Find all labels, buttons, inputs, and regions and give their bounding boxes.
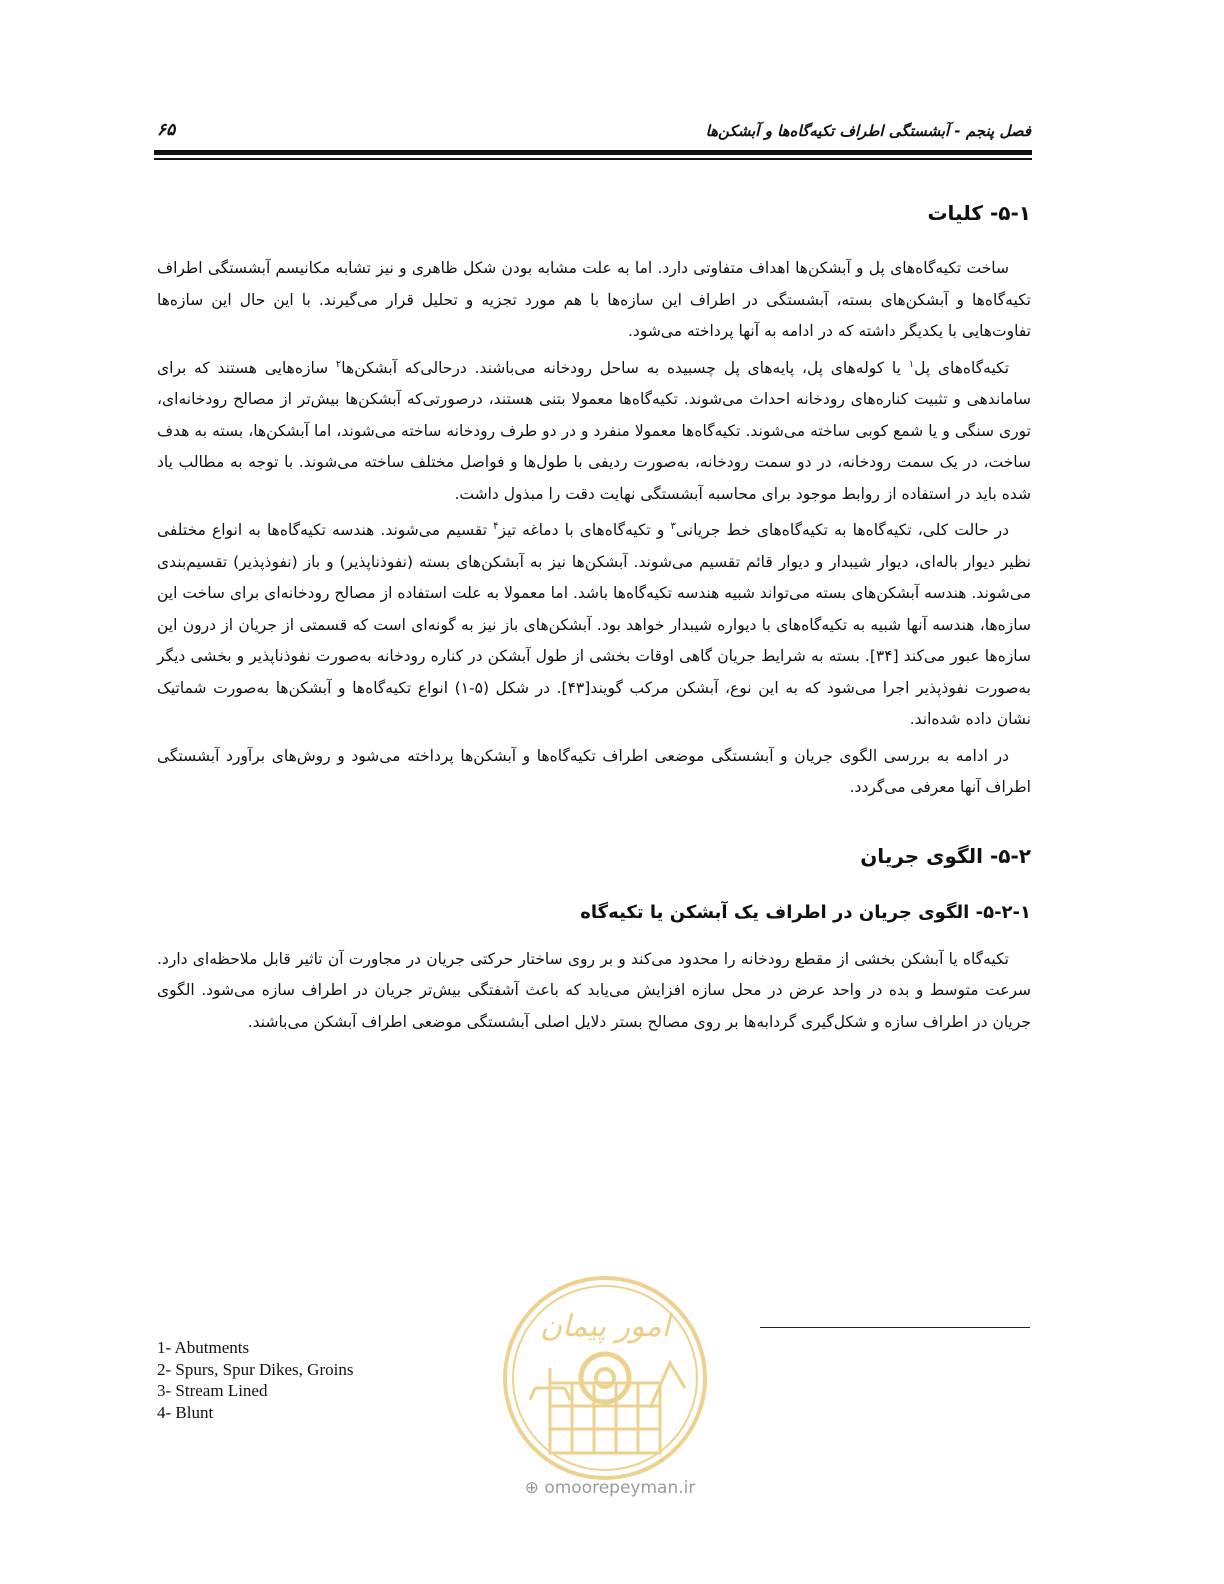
chapter-title: فصل پنجم - آبشستگی اطراف تکیه‌گاه‌ها و آبشکن‌ها <box>705 122 1031 140</box>
watermark-logo <box>480 1268 730 1508</box>
body-text <box>157 195 1031 1043</box>
paragraph-1: ساخت تکیه‌گاه‌های پل و آبشکن‌ها اهداف متفاوتی دارد. اما به علت مشابه بودن شکل ظاهری و نیز تشابه مکانیسم آبشستگی اطراف تکیه‌گاه‌ها و آبشکن‌های بسته، آبشستگی در اطراف این سازه‌ها با هم مورد تجزیه و تحلیل قرار می‌گیرند. با این حال این سازه‌ها تفاوت‌هایی با یکدیگر داشته که در ادامه به آنها پرداخته می‌شود. <box>157 259 1031 340</box>
footnote-ref-1: ۱ <box>908 358 915 370</box>
paragraph-5: تکیه‌گاه یا آبشکن بخشی از مقطع رودخانه را محدود می‌کند و بر روی ساختار حرکتی جریان در مجاورت آن تاثیر قابل ملاحظه‌ای دارد. سرعت متوسط و بده در واحد عرض در محل سازه افزایش می‌یابد که باعث آشفتگی بیش‌تر جریان در اطراف سازه می‌شود. الگوی جریان در اطراف سازه و شکل‌گیری گردابه‌ها بر روی مصالح بستر دلایل اصلی آبشستگی موضعی اطراف آبشکن می‌باشند. <box>157 949 1031 1031</box>
page-number: ۶۵ <box>157 120 176 140</box>
text-run: در حالت کلی، تکیه‌گاه‌ها به تکیه‌گاه‌های خط جریانی <box>675 521 1010 539</box>
footnotes <box>157 1337 477 1423</box>
footnote-ref-4: ۴ <box>493 520 499 532</box>
paragraph-4: در ادامه به بررسی الگوی جریان و آبشستگی موضعی اطراف تکیه‌گاه‌ها و آبشکن‌ها پرداخته می‌شود و روش‌های برآورد آبشستگی اطراف آنها معرفی می‌گردد. <box>157 746 1031 796</box>
section-heading-general: ۵-۱- کلیات <box>927 201 1031 225</box>
text-run: و تکیه‌گاه‌های با دماغه تیز <box>498 521 671 539</box>
footnote-ref-3: ۳ <box>670 520 676 532</box>
text-run: سازه‌هایی هستند که برای ساماندهی و تثبیت کناره‌های رودخانه احداث می‌شوند. تکیه‌گاه‌ها معمولا بتنی هستند، درصورتی‌که آبشکن‌ها بیش‌تر از مصالح رودخانه‌ای، توری سنگی و یا شمع کوبی ساخته می‌شوند. تکیه‌گاه‌ها معمولا منفرد و در دو طرف رودخانه ساخته می‌شوند، اما آبشکن‌ها، بسته به هدف ساخت، در یک سمت رودخانه، در دو سمت رودخانه، به‌صورت ردیفی با طول‌ها و فواصل مختلف ساخته می‌شوند. با توجه به مطالب یاد شده باید در استفاده از روابط موجود برای محاسبه آبشستگی نهایت دقت را مبذول داشت. <box>157 358 1031 503</box>
footnote-separator <box>760 1327 1030 1328</box>
watermark-url <box>490 1478 730 1498</box>
subsection-heading: ۵-۲-۱- الگوی جریان در اطراف یک آبشکن یا تکیه‌گاه <box>580 901 1031 923</box>
section-heading-flow-pattern: ۵-۲- الگوی جریان <box>860 843 1031 868</box>
text-run: تکیه‌گاه‌های پل <box>914 358 1010 377</box>
footnote-ref-2: ۲ <box>335 358 342 370</box>
header-rule-thin <box>154 158 1032 160</box>
text-run: تقسیم می‌شوند. هندسه تکیه‌گاه‌ها به انواع مختلفی نظیر دیوار باله‌ای، دیوار شیبدار و دیوار قائم تقسیم می‌شوند. آبشکن‌ها نیز به آبشکن‌های بسته (نفوذناپذیر) و باز (نفوذپذیر) تقسیم‌بندی می‌شوند. هندسه آبشکن‌های بسته می‌تواند شبیه هندسه تکیه‌گاه‌ها باشد. اما معمولا به علت استفاده از مصالح رودخانه‌ای برای ساخت این سازه‌ها، هندسه آنها شبیه به تکیه‌گاه‌های با دیواره شیبدار خواهد بود. آبشکن‌های باز نیز به گونه‌ای است که قسمتی از جریان از درون این سازه‌ها عبور می‌کند [۳۴]. بسته به شرایط جریان گاهی اوقات بخشی از طول آبشکن در کناره رودخانه به‌صورت نفوذناپذیر و بخشی دیگر به‌صورت نفوذپذیر اجرا می‌شود که به این نوع، آبشکن مرکب گویند[۴۳]. در شکل (۵-۱) انواع تکیه‌گاه‌ها و آبشکن‌ها به‌صورت شماتیک نشان داده شده‌اند. <box>157 521 1032 728</box>
footnote-2: 2- Spurs, Spur Dikes, Groins <box>157 1359 354 1379</box>
watermark-url-text: omoorepeyman.ir <box>544 1478 696 1498</box>
header-rule-thick <box>154 150 1032 155</box>
watermark-logo-text: امور پیمان <box>540 1309 670 1344</box>
paragraph-2 <box>157 353 1031 511</box>
footnote-1: 1- Abutments <box>157 1338 250 1357</box>
footnote-3: 3- Stream Lined <box>157 1381 268 1400</box>
paragraph-3 <box>157 515 1031 736</box>
globe-icon: ⊕ <box>524 1478 539 1498</box>
text-run: یا کوله‌های پل، پایه‌های پل چسبیده به ساحل رودخانه می‌باشند. درحالی‌که آبشکن‌ها <box>341 358 909 377</box>
footnote-4: 4- Blunt <box>157 1402 214 1422</box>
running-header <box>157 118 1031 148</box>
